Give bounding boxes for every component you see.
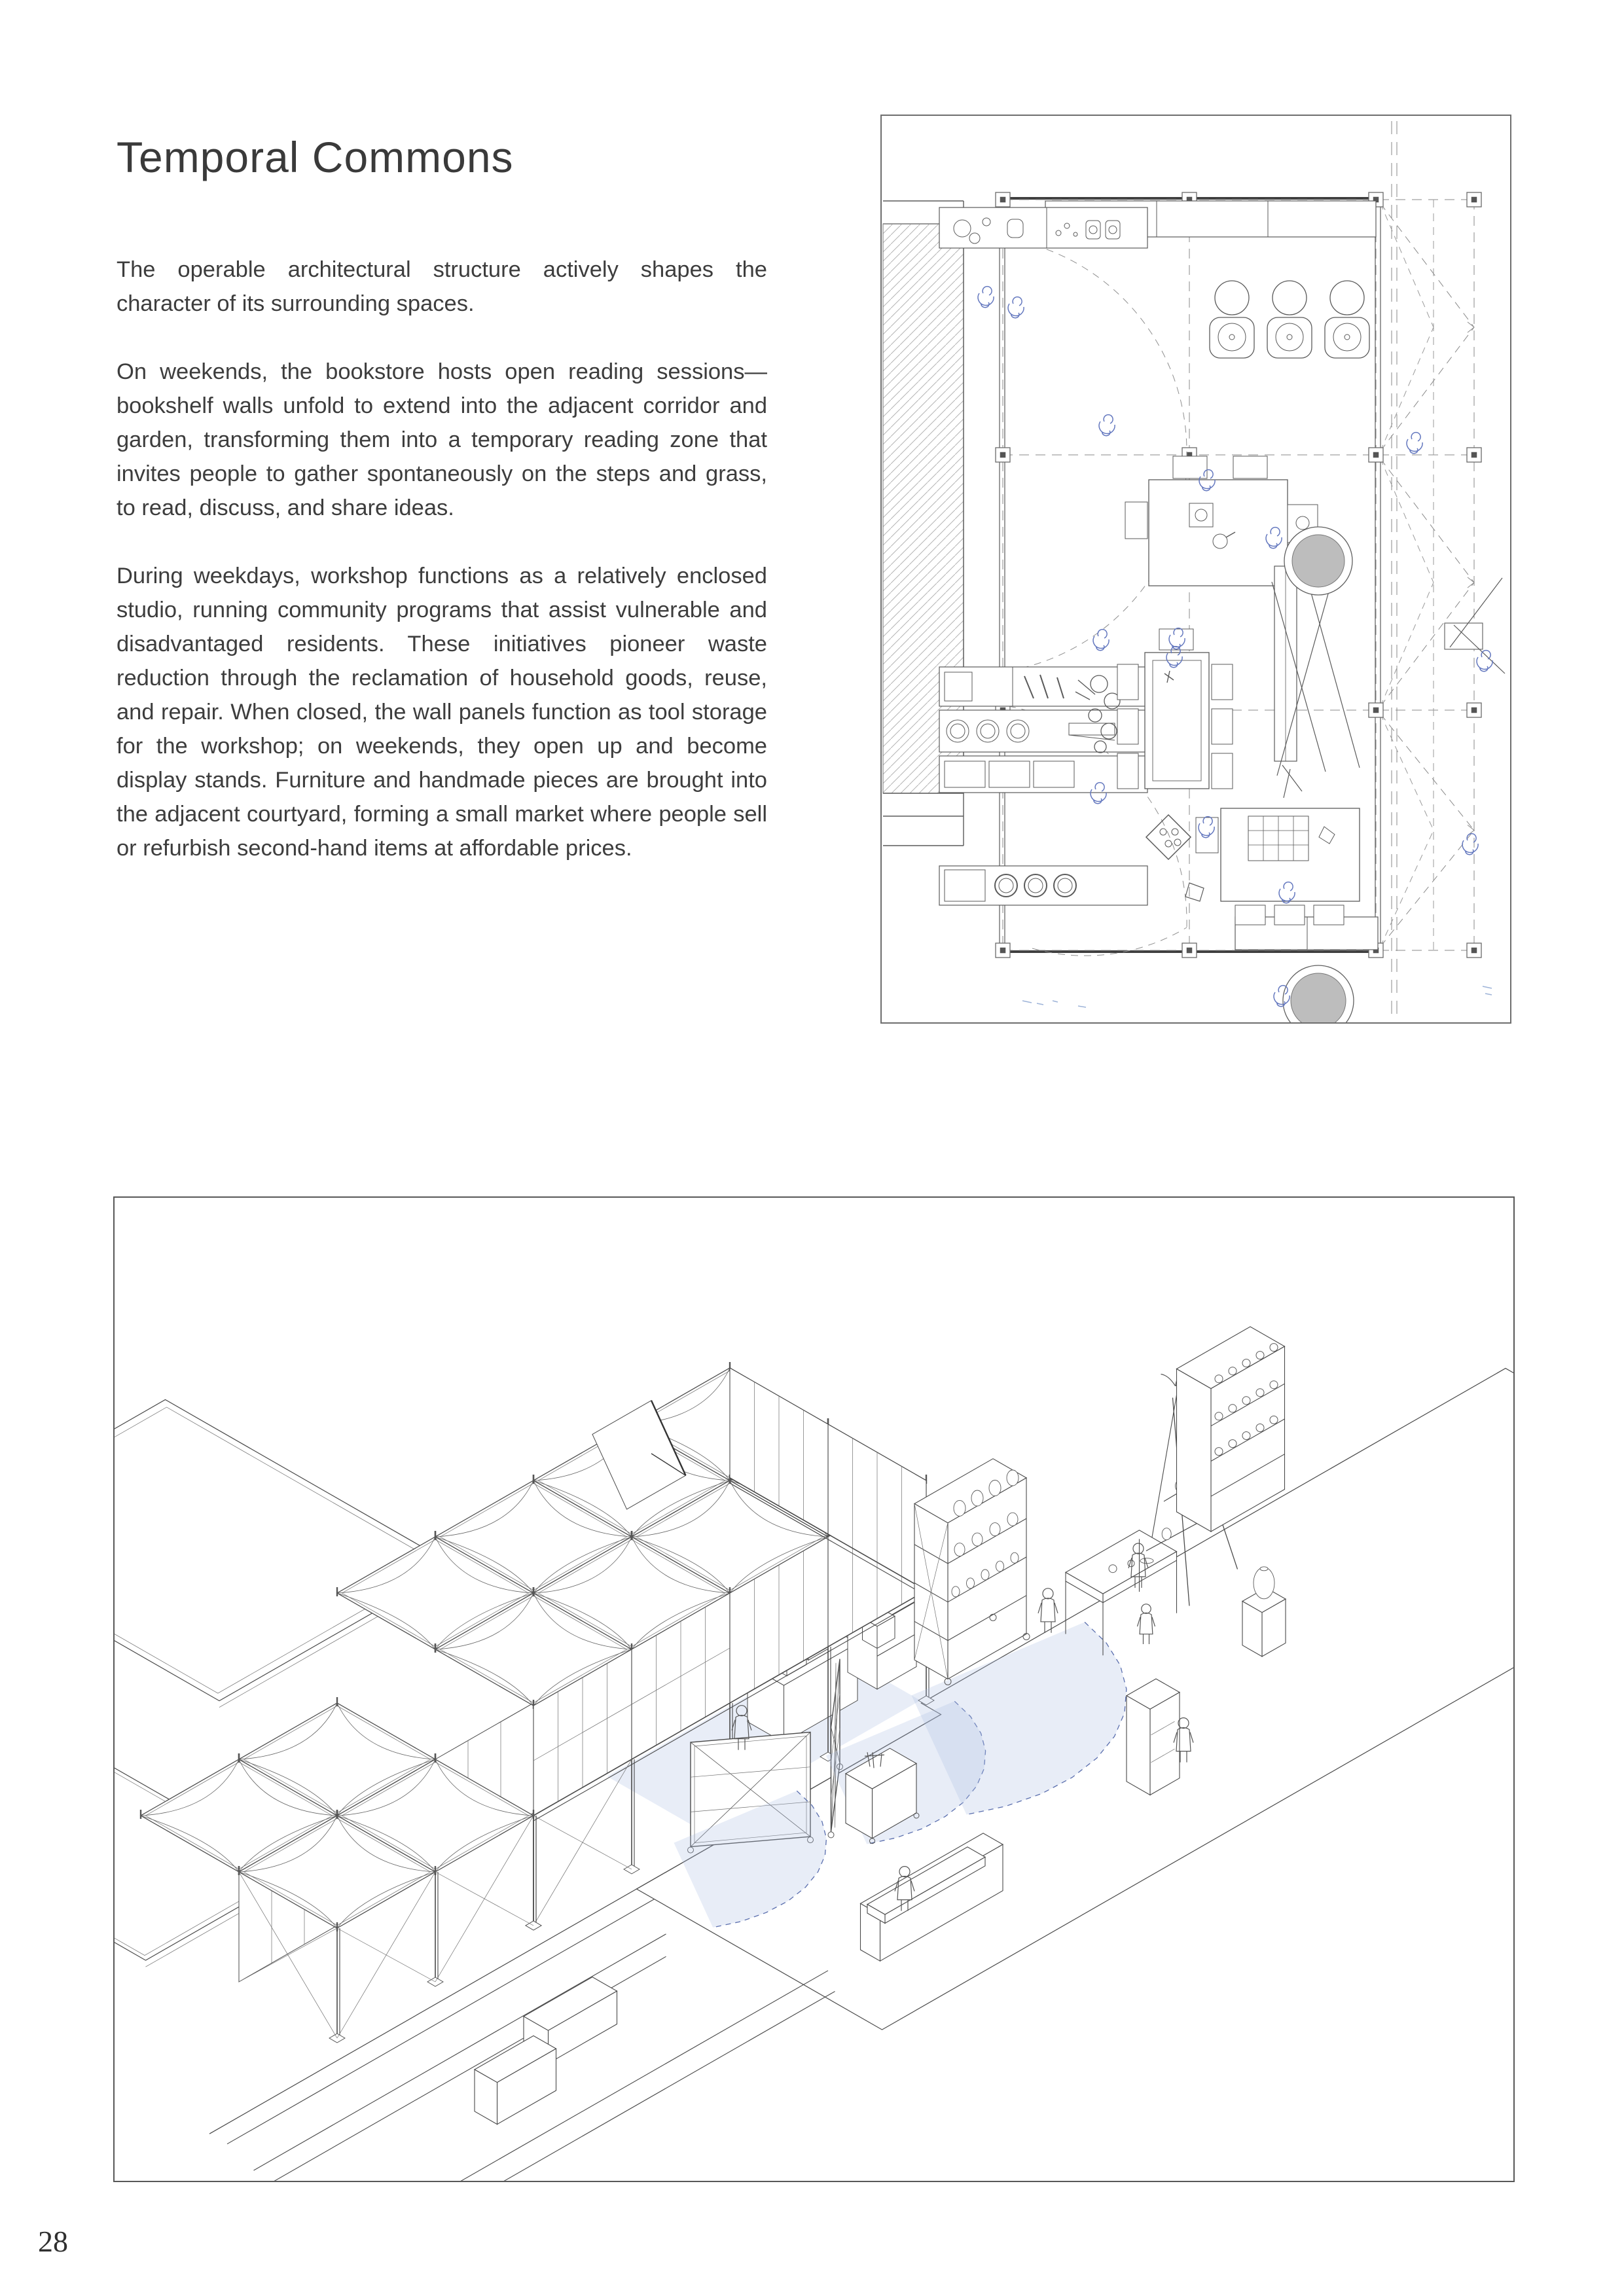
plan-content <box>883 121 1505 1022</box>
page-number: 28 <box>38 2225 68 2258</box>
axonometric-figure <box>113 1196 1515 2182</box>
paragraph-weekends: On weekends, the bookstore hosts open reading sessions—bookshelf walls unfold to extend into the adjacent corridor and garden, transforming them into a temporary reading zone that invites people to gather spontaneously on the steps and grass, to read, discuss, and share ideas. <box>117 359 767 520</box>
paragraph-intro: The operable architectural structure actively shapes the character of its surrounding spaces. <box>117 257 767 316</box>
axonometric-drawing <box>115 1198 1513 2181</box>
paragraph-weekdays: During weekdays, workshop functions as a relatively enclosed studio, running community programs that assist vulnerable and disadvantaged residents. These initiatives pioneer waste reduction through the reclamation of household goods, reuse, and repair. When closed, the wall panels function as tool storage for the workshop; on weekends, they open up and become display stands. Furniture and handmade pieces are brought into the adjacent courtyard, forming a small market where people sell or refurbish second-hand items at affordable prices. <box>117 564 767 861</box>
floor-plan-drawing <box>882 116 1510 1022</box>
article-body <box>117 253 767 899</box>
axon-content <box>115 1327 1513 2181</box>
page-title: Temporal Commons <box>117 133 514 182</box>
floor-plan-figure <box>880 115 1511 1024</box>
